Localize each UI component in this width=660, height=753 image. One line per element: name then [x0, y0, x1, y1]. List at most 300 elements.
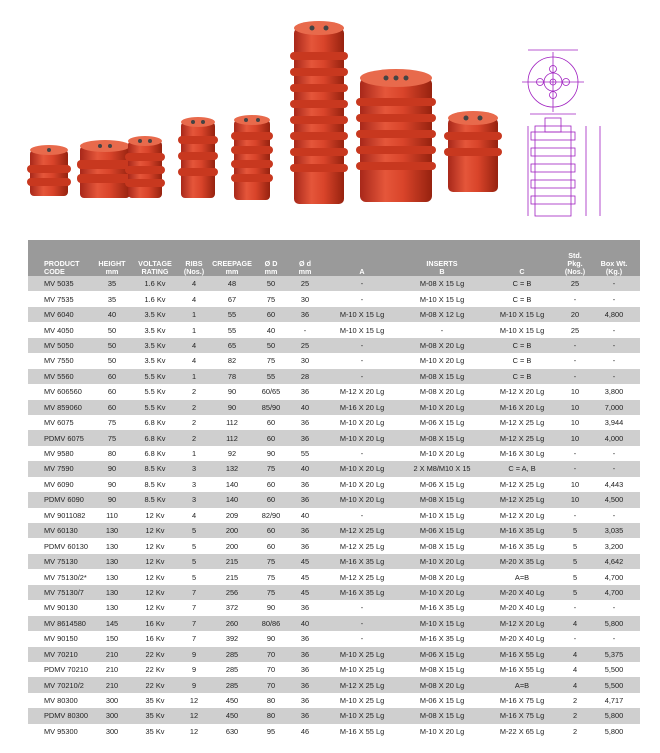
cell-std-pkg: - — [562, 338, 588, 353]
cell-outer-diameter: 60 — [254, 415, 288, 430]
cell-insert-b: M-10 X 15 Lg — [402, 291, 482, 306]
cell-ribs: 4 — [178, 276, 210, 291]
cell-inner-diameter: 36 — [288, 307, 322, 322]
cell-ribs: 4 — [178, 291, 210, 306]
cell-ribs: 1 — [178, 369, 210, 384]
cell-product-code: PDMV 6090 — [28, 492, 92, 507]
cell-box-wt: 5,375 — [588, 647, 640, 662]
cell-ribs: 4 — [178, 338, 210, 353]
cell-voltage-rating: 3.5 Kv — [132, 307, 178, 322]
cell-ribs: 5 — [178, 523, 210, 538]
cell-box-wt: - — [588, 322, 640, 337]
cell-product-code: MV 5035 — [28, 276, 92, 291]
cell-outer-diameter: 40 — [254, 322, 288, 337]
cell-insert-a: M-10 X 25 Lg — [322, 647, 402, 662]
cell-std-pkg: - — [562, 353, 588, 368]
cell-inner-diameter: 40 — [288, 461, 322, 476]
cell-insert-c: M-16 X 35 Lg — [482, 538, 562, 553]
cell-insert-c: M-10 X 15 Lg — [482, 322, 562, 337]
table-row — [28, 384, 640, 399]
cell-box-wt: 5,800 — [588, 616, 640, 631]
cell-product-code: MV 9580 — [28, 446, 92, 461]
cell-voltage-rating: 5.5 Kv — [132, 400, 178, 415]
cell-std-pkg: 5 — [562, 569, 588, 584]
cell-outer-diameter: 60 — [254, 538, 288, 553]
cell-inner-diameter: 45 — [288, 554, 322, 569]
cell-creepage: 285 — [210, 662, 254, 677]
col-header-insert-c: C — [482, 240, 562, 276]
cell-creepage: 140 — [210, 477, 254, 492]
cell-insert-c: M-16 X 30 Lg — [482, 446, 562, 461]
cell-insert-c: M-12 X 20 Lg — [482, 616, 562, 631]
cell-insert-a: - — [322, 338, 402, 353]
cell-outer-diameter: 80 — [254, 708, 288, 723]
cell-insert-a: M-12 X 20 Lg — [322, 384, 402, 399]
cell-height: 75 — [92, 430, 132, 445]
cell-inner-diameter: 36 — [288, 677, 322, 692]
cell-creepage: 55 — [210, 322, 254, 337]
cell-height: 130 — [92, 585, 132, 600]
insulator-image-mv6040 — [77, 140, 133, 198]
cell-voltage-rating: 3.5 Kv — [132, 322, 178, 337]
col-header-insert-b: INSERTS B — [402, 240, 482, 276]
table-row — [28, 338, 640, 353]
cell-product-code: MV 606560 — [28, 384, 92, 399]
cell-voltage-rating: 1.6 Kv — [132, 276, 178, 291]
cell-ribs: 3 — [178, 492, 210, 507]
cell-creepage: 67 — [210, 291, 254, 306]
cell-voltage-rating: 1.6 Kv — [132, 291, 178, 306]
cell-std-pkg: - — [562, 508, 588, 523]
cell-std-pkg: 10 — [562, 430, 588, 445]
cell-outer-diameter: 70 — [254, 662, 288, 677]
cell-voltage-rating: 22 Kv — [132, 662, 178, 677]
cell-product-code: MV 6075 — [28, 415, 92, 430]
cell-creepage: 90 — [210, 384, 254, 399]
cell-height: 110 — [92, 508, 132, 523]
cell-creepage: 90 — [210, 400, 254, 415]
cell-outer-diameter: 60/65 — [254, 384, 288, 399]
cell-insert-c: C = B — [482, 291, 562, 306]
cell-insert-b: M-08 X 20 Lg — [402, 384, 482, 399]
cell-height: 35 — [92, 291, 132, 306]
cell-insert-c: M-20 X 40 Lg — [482, 600, 562, 615]
cell-voltage-rating: 22 Kv — [132, 677, 178, 692]
cell-creepage: 92 — [210, 446, 254, 461]
cell-creepage: 630 — [210, 724, 254, 739]
cell-height: 90 — [92, 477, 132, 492]
cell-insert-b: M-10 X 15 Lg — [402, 508, 482, 523]
cell-height: 50 — [92, 322, 132, 337]
cell-outer-diameter: 60 — [254, 492, 288, 507]
col-header-box-wt: Box Wt. (Kg.) — [588, 240, 640, 276]
cell-insert-a: - — [322, 616, 402, 631]
insulator-image-mv6060 — [125, 136, 165, 198]
cell-ribs: 12 — [178, 724, 210, 739]
cell-height: 60 — [92, 384, 132, 399]
cell-insert-c: M-12 X 25 Lg — [482, 415, 562, 430]
table-header-row — [28, 240, 640, 276]
cell-insert-a: M-10 X 20 Lg — [322, 477, 402, 492]
cell-product-code: MV 859060 — [28, 400, 92, 415]
cell-outer-diameter: 75 — [254, 353, 288, 368]
cell-insert-c: A=B — [482, 677, 562, 692]
cell-box-wt: 4,800 — [588, 307, 640, 322]
cell-inner-diameter: 36 — [288, 384, 322, 399]
cell-inner-diameter: - — [288, 322, 322, 337]
col-header-insert-a: A — [322, 240, 402, 276]
table-row — [28, 307, 640, 322]
table-row — [28, 322, 640, 337]
insulator-image-mv9580 — [444, 111, 502, 192]
cell-insert-a: - — [322, 631, 402, 646]
cell-inner-diameter: 30 — [288, 353, 322, 368]
cell-std-pkg: 10 — [562, 400, 588, 415]
cell-insert-b: M-06 X 15 Lg — [402, 523, 482, 538]
col-header-product-code: PRODUCT CODE — [28, 240, 92, 276]
table-row — [28, 724, 640, 739]
cell-insert-b: M-10 X 20 Lg — [402, 446, 482, 461]
cell-creepage: 65 — [210, 338, 254, 353]
cell-height: 150 — [92, 631, 132, 646]
cell-product-code: MV 90150 — [28, 631, 92, 646]
cell-insert-c: M-20 X 40 Lg — [482, 585, 562, 600]
cell-ribs: 12 — [178, 708, 210, 723]
cell-voltage-rating: 8.5 Kv — [132, 461, 178, 476]
cell-insert-a: M-10 X 20 Lg — [322, 430, 402, 445]
cell-insert-b: M-08 X 15 Lg — [402, 430, 482, 445]
cell-insert-a: M-16 X 35 Lg — [322, 554, 402, 569]
cell-inner-diameter: 36 — [288, 538, 322, 553]
cell-voltage-rating: 12 Kv — [132, 569, 178, 584]
cell-inner-diameter: 36 — [288, 662, 322, 677]
cell-insert-b: M-10 X 20 Lg — [402, 554, 482, 569]
cell-ribs: 4 — [178, 508, 210, 523]
cell-inner-diameter: 30 — [288, 291, 322, 306]
cell-insert-a: M-10 X 20 Lg — [322, 492, 402, 507]
cell-creepage: 209 — [210, 508, 254, 523]
cell-outer-diameter: 55 — [254, 369, 288, 384]
cell-insert-a: M-10 X 20 Lg — [322, 461, 402, 476]
cell-ribs: 3 — [178, 461, 210, 476]
cell-outer-diameter: 60 — [254, 430, 288, 445]
cell-height: 35 — [92, 276, 132, 291]
cell-outer-diameter: 70 — [254, 677, 288, 692]
cell-inner-diameter: 36 — [288, 523, 322, 538]
cell-inner-diameter: 28 — [288, 369, 322, 384]
cell-creepage: 450 — [210, 708, 254, 723]
cell-ribs: 5 — [178, 569, 210, 584]
cell-insert-c: M-12 X 25 Lg — [482, 492, 562, 507]
cell-outer-diameter: 60 — [254, 307, 288, 322]
cell-box-wt: - — [588, 631, 640, 646]
cell-voltage-rating: 6.8 Kv — [132, 415, 178, 430]
cell-box-wt: 5,800 — [588, 724, 640, 739]
cell-inner-diameter: 46 — [288, 724, 322, 739]
cell-insert-c: M-12 X 25 Lg — [482, 477, 562, 492]
table-row — [28, 662, 640, 677]
cell-creepage: 260 — [210, 616, 254, 631]
cell-box-wt: 5,800 — [588, 708, 640, 723]
cell-product-code: MV 7535 — [28, 291, 92, 306]
cell-inner-diameter: 36 — [288, 708, 322, 723]
cell-height: 60 — [92, 400, 132, 415]
cell-product-code: MV 5050 — [28, 338, 92, 353]
cell-insert-a: M-16 X 20 Lg — [322, 400, 402, 415]
cell-ribs: 7 — [178, 585, 210, 600]
cell-ribs: 2 — [178, 384, 210, 399]
cell-insert-c: M-12 X 20 Lg — [482, 384, 562, 399]
cell-insert-c: C = B — [482, 369, 562, 384]
cell-insert-a: - — [322, 369, 402, 384]
cell-height: 210 — [92, 662, 132, 677]
cell-height: 130 — [92, 538, 132, 553]
cell-height: 210 — [92, 677, 132, 692]
cell-insert-b: M-10 X 20 Lg — [402, 353, 482, 368]
cell-box-wt: - — [588, 369, 640, 384]
cell-height: 130 — [92, 554, 132, 569]
cell-insert-a: M-10 X 25 Lg — [322, 662, 402, 677]
cell-inner-diameter: 36 — [288, 492, 322, 507]
cell-std-pkg: 5 — [562, 585, 588, 600]
cell-insert-b: M-08 X 20 Lg — [402, 338, 482, 353]
insulator-image-mv5035 — [27, 145, 71, 196]
table-row — [28, 523, 640, 538]
cell-ribs: 1 — [178, 322, 210, 337]
cell-insert-c: C = B — [482, 353, 562, 368]
technical-drawing — [522, 50, 600, 216]
cell-std-pkg: 5 — [562, 538, 588, 553]
cell-creepage: 372 — [210, 600, 254, 615]
table-row — [28, 647, 640, 662]
cell-std-pkg: - — [562, 291, 588, 306]
table-row — [28, 430, 640, 445]
table-row — [28, 554, 640, 569]
cell-inner-diameter: 40 — [288, 400, 322, 415]
cell-insert-c: A=B — [482, 569, 562, 584]
table-row — [28, 585, 640, 600]
cell-voltage-rating: 35 Kv — [132, 693, 178, 708]
cell-voltage-rating: 16 Kv — [132, 631, 178, 646]
cell-height: 40 — [92, 307, 132, 322]
cell-insert-c: M-16 X 55 Lg — [482, 662, 562, 677]
cell-outer-diameter: 80/86 — [254, 616, 288, 631]
cell-height: 80 — [92, 446, 132, 461]
cell-insert-a: - — [322, 353, 402, 368]
table-row — [28, 616, 640, 631]
cell-height: 90 — [92, 492, 132, 507]
cell-insert-a: - — [322, 446, 402, 461]
cell-inner-diameter: 36 — [288, 430, 322, 445]
cell-std-pkg: 20 — [562, 307, 588, 322]
cell-insert-b: M-10 X 20 Lg — [402, 724, 482, 739]
cell-creepage: 200 — [210, 538, 254, 553]
cell-inner-diameter: 36 — [288, 600, 322, 615]
cell-insert-b: M-10 X 20 Lg — [402, 400, 482, 415]
cell-box-wt: - — [588, 600, 640, 615]
cell-height: 210 — [92, 647, 132, 662]
table-row — [28, 400, 640, 415]
insulator-image-mv90150 — [356, 69, 436, 202]
cell-creepage: 215 — [210, 569, 254, 584]
cell-box-wt: - — [588, 353, 640, 368]
table-row — [28, 708, 640, 723]
cell-insert-c: M-12 X 25 Lg — [482, 430, 562, 445]
cell-product-code: MV 5560 — [28, 369, 92, 384]
cell-product-code: MV 90130 — [28, 600, 92, 615]
table-row — [28, 569, 640, 584]
cell-inner-diameter: 40 — [288, 616, 322, 631]
cell-product-code: MV 70210 — [28, 647, 92, 662]
cell-inner-diameter: 55 — [288, 446, 322, 461]
table-row — [28, 677, 640, 692]
cell-insert-b: M-08 X 15 Lg — [402, 662, 482, 677]
cell-box-wt: 4,717 — [588, 693, 640, 708]
cell-creepage: 200 — [210, 523, 254, 538]
cell-box-wt: - — [588, 291, 640, 306]
table-row — [28, 631, 640, 646]
cell-product-code: MV 80300 — [28, 693, 92, 708]
cell-insert-a: M-10 X 25 Lg — [322, 693, 402, 708]
cell-insert-b: M-10 X 20 Lg — [402, 585, 482, 600]
cell-creepage: 450 — [210, 693, 254, 708]
cell-std-pkg: 25 — [562, 276, 588, 291]
table-row — [28, 353, 640, 368]
cell-std-pkg: 2 — [562, 693, 588, 708]
cell-insert-b: M-08 X 15 Lg — [402, 538, 482, 553]
cell-inner-diameter: 36 — [288, 693, 322, 708]
cell-outer-diameter: 90 — [254, 446, 288, 461]
cell-box-wt: 3,944 — [588, 415, 640, 430]
cell-std-pkg: - — [562, 461, 588, 476]
cell-insert-a: - — [322, 508, 402, 523]
cell-box-wt: 4,700 — [588, 585, 640, 600]
cell-ribs: 7 — [178, 631, 210, 646]
cell-insert-b: M-08 X 15 Lg — [402, 369, 482, 384]
cell-box-wt: 4,000 — [588, 430, 640, 445]
cell-voltage-rating: 5.5 Kv — [132, 369, 178, 384]
table-row — [28, 461, 640, 476]
cell-std-pkg: 2 — [562, 724, 588, 739]
cell-outer-diameter: 82/90 — [254, 508, 288, 523]
table-row — [28, 538, 640, 553]
table-row — [28, 477, 640, 492]
cell-creepage: 55 — [210, 307, 254, 322]
cell-product-code: PDMV 70210 — [28, 662, 92, 677]
cell-product-code: MV 60130 — [28, 523, 92, 538]
cell-insert-a: M-12 X 25 Lg — [322, 538, 402, 553]
cell-std-pkg: 5 — [562, 523, 588, 538]
cell-insert-a: M-16 X 55 Lg — [322, 724, 402, 739]
cell-box-wt: - — [588, 508, 640, 523]
cell-inner-diameter: 25 — [288, 338, 322, 353]
cell-outer-diameter: 90 — [254, 631, 288, 646]
cell-voltage-rating: 12 Kv — [132, 523, 178, 538]
cell-inner-diameter: 40 — [288, 508, 322, 523]
cell-insert-c: M-16 X 75 Lg — [482, 708, 562, 723]
cell-product-code: PDMV 80300 — [28, 708, 92, 723]
cell-ribs: 12 — [178, 693, 210, 708]
col-header-inner-diameter: Ø d mm — [288, 240, 322, 276]
cell-insert-a: - — [322, 291, 402, 306]
cell-insert-b: M-06 X 15 Lg — [402, 693, 482, 708]
cell-std-pkg: - — [562, 446, 588, 461]
cell-box-wt: 4,443 — [588, 477, 640, 492]
cell-insert-b: M-06 X 15 Lg — [402, 415, 482, 430]
cell-insert-b: M-06 X 15 Lg — [402, 477, 482, 492]
cell-outer-diameter: 60 — [254, 523, 288, 538]
cell-box-wt: 7,000 — [588, 400, 640, 415]
cell-voltage-rating: 12 Kv — [132, 538, 178, 553]
cell-outer-diameter: 70 — [254, 647, 288, 662]
cell-height: 130 — [92, 523, 132, 538]
cell-voltage-rating: 12 Kv — [132, 554, 178, 569]
cell-outer-diameter: 75 — [254, 569, 288, 584]
cell-product-code: PDMV 6075 — [28, 430, 92, 445]
table-row — [28, 369, 640, 384]
cell-ribs: 9 — [178, 677, 210, 692]
table-body — [28, 276, 640, 739]
cell-voltage-rating: 3.5 Kv — [132, 338, 178, 353]
cell-product-code: MV 70210/2 — [28, 677, 92, 692]
cell-insert-a: M-16 X 35 Lg — [322, 585, 402, 600]
cell-insert-b: M-08 X 12 Lg — [402, 307, 482, 322]
cell-insert-c: M-16 X 20 Lg — [482, 400, 562, 415]
cell-std-pkg: 10 — [562, 492, 588, 507]
insulator-image-mv6090 — [231, 115, 273, 200]
cell-insert-c: M-20 X 40 Lg — [482, 631, 562, 646]
cell-outer-diameter: 75 — [254, 291, 288, 306]
cell-outer-diameter: 80 — [254, 693, 288, 708]
cell-ribs: 2 — [178, 430, 210, 445]
cell-inner-diameter: 36 — [288, 647, 322, 662]
cell-insert-a: - — [322, 600, 402, 615]
cell-insert-c: C = B — [482, 276, 562, 291]
cell-height: 145 — [92, 616, 132, 631]
cell-insert-b: - — [402, 322, 482, 337]
cell-height: 50 — [92, 338, 132, 353]
cell-voltage-rating: 12 Kv — [132, 585, 178, 600]
cell-box-wt: - — [588, 461, 640, 476]
cell-std-pkg: 10 — [562, 477, 588, 492]
table-row — [28, 446, 640, 461]
cell-creepage: 112 — [210, 430, 254, 445]
product-photo-banner — [0, 0, 660, 236]
cell-box-wt: 3,035 — [588, 523, 640, 538]
cell-insert-b: M-16 X 35 Lg — [402, 600, 482, 615]
cell-ribs: 1 — [178, 307, 210, 322]
cell-height: 130 — [92, 569, 132, 584]
cell-insert-c: M-22 X 65 Lg — [482, 724, 562, 739]
cell-box-wt: 3,200 — [588, 538, 640, 553]
cell-voltage-rating: 8.5 Kv — [132, 492, 178, 507]
col-header-voltage-rating: VOLTAGE RATING — [132, 240, 178, 276]
cell-insert-c: M-10 X 15 Lg — [482, 307, 562, 322]
col-header-outer-diameter: Ø D mm — [254, 240, 288, 276]
cell-creepage: 215 — [210, 554, 254, 569]
cell-height: 60 — [92, 369, 132, 384]
cell-height: 90 — [92, 461, 132, 476]
cell-std-pkg: 10 — [562, 415, 588, 430]
cell-insert-b: M-08 X 20 Lg — [402, 677, 482, 692]
cell-height: 75 — [92, 415, 132, 430]
cell-box-wt: - — [588, 446, 640, 461]
cell-inner-diameter: 36 — [288, 415, 322, 430]
cell-creepage: 285 — [210, 677, 254, 692]
cell-outer-diameter: 60 — [254, 477, 288, 492]
cell-std-pkg: - — [562, 631, 588, 646]
col-header-std-pkg: Std. Pkg. (Nos.) — [562, 240, 588, 276]
